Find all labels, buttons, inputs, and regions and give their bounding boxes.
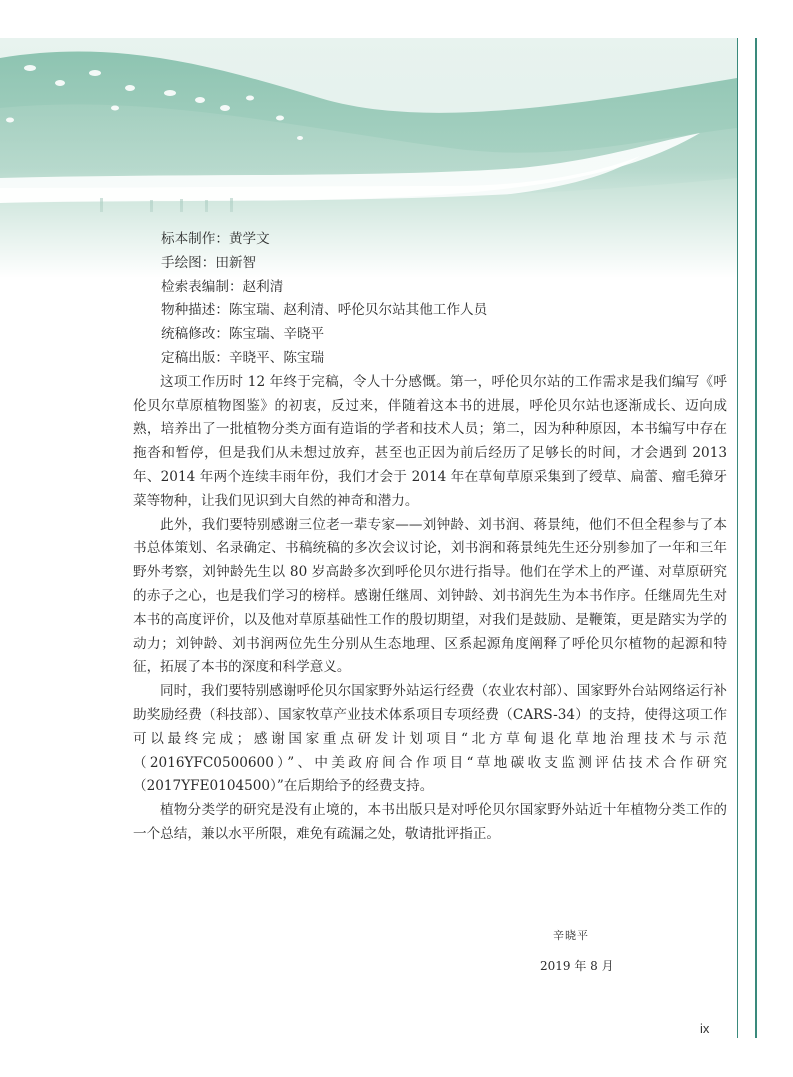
paragraph: 这项工作历时 12 年终于完稿，令人十分感慨。第一，呼伦贝尔站的工作需求是我们编写《呼伦贝尔草原植物图鉴》的初衷，反过来，伴随着这本书的进展，呼伦贝尔站也逐渐成长、迈向成熟，培养出了一批植物分类方面有造诣的学者和技术人员；第二，因为种种原因，本书编写中存在拖沓和暂停，但是我们从未想过放弃，甚至也正因为前后经历了足够长的时间，才会遇到 2013 年、2014 年两个连续丰雨年份，我们才会于 2014 年在草甸草原采集到了绶草、扁蕾、瘤毛獐牙菜等物种，让我们见识到大自然的神奇和潜力。 [133,373,727,509]
page-edge-rule [737,38,756,1038]
paragraph: 植物分类学的研究是没有止境的，本书出版只是对呼伦贝尔国家野外站近十年植物分类工作的一个总结，兼以水平所限，难免有疏漏之处，敬请批评指正。 [133,802,727,842]
credits-list [133,228,727,371]
credit-line: 统稿修改：陈宝瑞、辛晓平 [161,326,325,343]
credit-line: 定稿出版：辛晓平、陈宝瑞 [161,349,325,366]
paragraph: 此外，我们要特别感谢三位老一辈专家——刘钟龄、刘书润、蒋景纯，他们不但全程参与了本书总体策划、名录确定、书稿统稿的多次会议讨论，刘书润和蒋景纯先生还分别参加了一年和三年野外考察，刘钟龄先生以 80 岁高龄多次到呼伦贝尔进行指导。他们在学术上的严谨、对草原研究的赤子之心，也是我们学习的榜样。感谢任继周、刘钟龄、刘书润先生为本书作序。任继周先生对本书的高度评价，以及他对草原基础性工作的殷切期望，对我们是鼓励、是鞭策，更是踏实为学的动力；刘钟龄、刘书润两位先生分别从生态地理、区系起源角度阐释了呼伦贝尔植物的起源和特征，拓展了本书的深度和科学意义。 [133,516,727,676]
credit-line: 物种描述：陈宝瑞、赵利清、呼伦贝尔站其他工作人员 [161,302,488,319]
paragraph: 同时，我们要特别感谢呼伦贝尔国家野外站运行经费（农业农村部）、国家野外台站网络运行补助奖励经费（科技部）、国家牧草产业技术体系项目专项经费（CARS-34）的支持，使得这项工作可以最终完成；感谢国家重点研发计划项目“北方草甸退化草地治理技术与示范（2016YFC0500600）”、中美政府间合作项目“草地碳收支监测评估技术合作研究（2017YFE0104500）”在后期给予的经费支持。 [133,683,727,795]
preface-body [133,228,727,847]
credit-line: 标本制作：黄学文 [161,231,270,247]
credit-line: 检索表编制：赵利清 [161,278,284,295]
author-signature: 辛晓平 [553,929,589,942]
credit-line: 手绘图：田新智 [161,254,257,271]
date-line: 2019 年 8 月 [540,959,614,973]
page-number: ix [700,1021,710,1036]
